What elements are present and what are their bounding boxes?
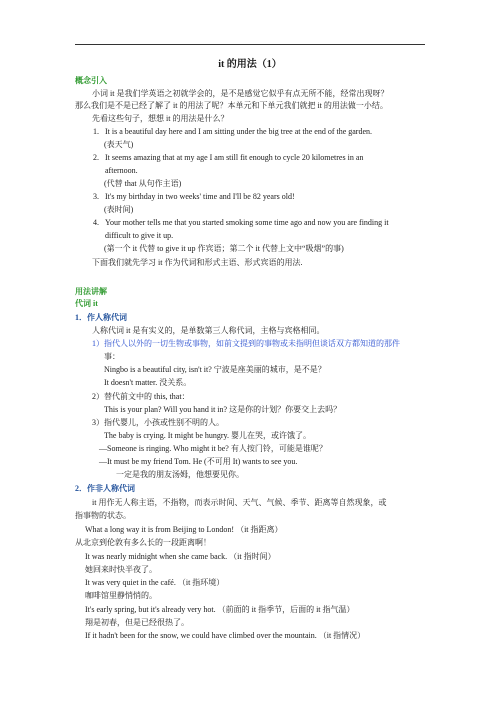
section-2-title: 2．作非人称代词 bbox=[75, 484, 135, 493]
section-2-description: it 用作无人称主语，不指物，而表示时间、天气、气候、季节、距离等自然现象，或 bbox=[92, 498, 387, 507]
example-2-note: (代替 that 从句作主语) bbox=[104, 179, 182, 188]
intro-paragraph-2: 那么我们是不是已经了解了 it 的用法了呢？本单元和下单元我们就把 it 的用法做一小结。 bbox=[75, 101, 388, 110]
section-2-row-7: It's early spring, but it's already very hot. （前面的 it 指季节，后面的 it 指气温） bbox=[85, 605, 355, 614]
intro-paragraph-1: 小词 it 是我们学英语之初就学会的，是不是感觉它似乎有点无所不能，经常出现呀？ bbox=[92, 89, 389, 98]
section-1-point-2: 2）替代前文中的 this, that： bbox=[92, 392, 190, 401]
example-4-text-cont: difficult to give it up. bbox=[105, 231, 174, 240]
intro-heading: 概念引入 bbox=[75, 76, 107, 85]
section-2-row-9: If it hadn't been for the snow, we could have climbed over the mountain. （it 指情况） bbox=[85, 631, 366, 640]
section-1-title: 1．作人称代词 bbox=[75, 313, 127, 322]
section-1-example-2: It doesn't matter. 没关系。 bbox=[104, 378, 192, 387]
intro-closing: 下面我们就先学习 it 作为代词和形式主语、形式宾语的用法. bbox=[92, 258, 303, 267]
section-1-example-3: This is your plan? Will you hand it in? 这是你的计划？你要交上去吗？ bbox=[104, 405, 342, 414]
usage-subheading: 代词 it bbox=[75, 299, 98, 308]
section-2-row-6: 咖啡馆里静悄悄的。 bbox=[85, 591, 157, 600]
section-2-description-cont: 指事物的状态。 bbox=[75, 511, 131, 520]
example-4-number: 4. bbox=[93, 218, 99, 227]
section-2-row-5: It was very quiet in the café. （it 指环境） bbox=[85, 578, 225, 587]
section-1-example-4: The baby is crying. It might be hungry. 婴儿在哭，或许饿了。 bbox=[104, 431, 312, 440]
page-title: it 的用法（1） bbox=[218, 59, 282, 70]
section-2-row-8: 翔是初春，但是已经很热了。 bbox=[85, 618, 189, 627]
section-2-row-3: It was nearly midnight when she came back. （it 指时间） bbox=[85, 552, 276, 561]
example-1-note: (表天气) bbox=[104, 140, 134, 149]
example-2-text-cont: afternoon. bbox=[105, 166, 138, 175]
example-2-number: 2. bbox=[93, 153, 99, 162]
section-2-row-1: What a long way it is from Beijing to London! （it 指距离） bbox=[85, 525, 283, 534]
example-3-note: (表时间) bbox=[104, 205, 134, 214]
section-1-example-7: 一定是我的朋友汤姆，他想要见你。 bbox=[116, 470, 244, 479]
top-rule bbox=[75, 44, 425, 45]
example-1-number: 1. bbox=[93, 127, 99, 136]
usage-heading: 用法讲解 bbox=[75, 287, 107, 296]
example-3-text: It's my birthday in two weeks' time and I'll be 82 years old! bbox=[105, 192, 295, 201]
section-1-point-1: 1）指代人以外的一切生物或事物，如前文提到的事物或未指明但谈话双方都知道的那件 bbox=[92, 339, 400, 348]
section-1-example-6: —It must be my friend Tom. He (不可用 It) wants to see you. bbox=[99, 457, 298, 466]
example-1-text: It is a beautiful day here and I am sitting under the big tree at the end of the garden. bbox=[105, 127, 373, 136]
section-1-point-1-cont: 事： bbox=[104, 352, 120, 361]
section-2-row-2: 从北京到伦敦有多么长的一段距离啊！ bbox=[75, 538, 211, 547]
intro-paragraph-3: 先看这些句子，想想 it 的用法是什么？ bbox=[92, 114, 229, 123]
section-1-description: 人称代词 it 是有实义的，是单数第三人称代词，主格与宾格相同。 bbox=[92, 326, 325, 335]
section-1-example-5: —Someone is ringing. Who might it be? 有人按门铃，可能是谁呢？ bbox=[99, 444, 327, 453]
section-1-example-1: Ningbo is a beautiful city, isn't it? 宁波是座美丽的城市，是不是？ bbox=[104, 365, 326, 374]
example-4-text: Your mother tells me that you started smoking some time ago and now you are finding it bbox=[105, 218, 389, 227]
section-1-point-3: 3）指代婴儿，小孩或性别不明的人。 bbox=[92, 418, 224, 427]
example-3-number: 3. bbox=[93, 192, 99, 201]
example-2-text: It seems amazing that at my age I am still fit enough to cycle 20 kilometres in an bbox=[105, 153, 364, 162]
section-2-row-4: 她回来时快半夜了。 bbox=[85, 565, 157, 574]
example-4-note: (第一个 it 代替 to give it up 作宾语；第二个 it 代替上文中“吸烟”的事) bbox=[104, 244, 344, 253]
